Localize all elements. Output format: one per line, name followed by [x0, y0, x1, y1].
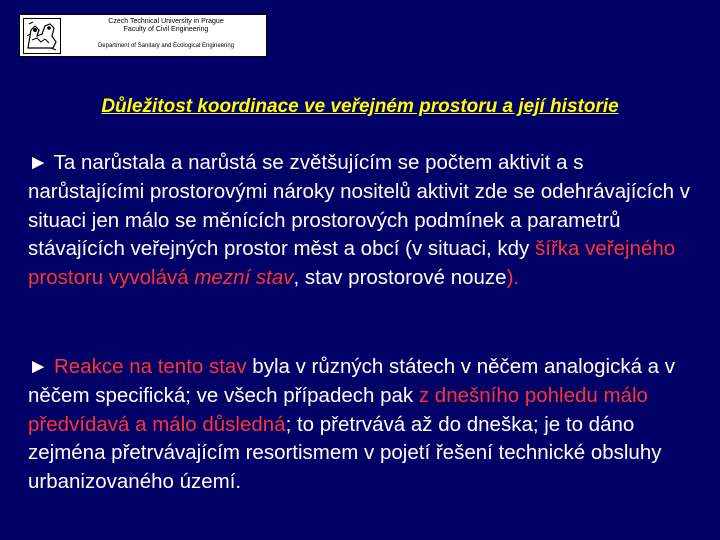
- ctu-logo-icon: [23, 18, 61, 54]
- university-name: Czech Technical University in Prague: [108, 18, 224, 25]
- paragraph-2-highlight: Reakce na tento stav: [54, 355, 247, 378]
- paragraph-2: [28, 353, 704, 497]
- paragraph-2-text: byla v různých státech v něčem analogická a v něčem specifická; ve všech případech pak: [28, 355, 676, 407]
- paragraph-1-text-2: , stav prostorové nouze: [293, 266, 507, 290]
- bullet-arrow-icon: ►: [28, 355, 49, 378]
- department-name: Department of Sanitary and Ecological Engineering: [97, 43, 235, 49]
- paragraph-1-highlight: šířka veřejného prostoru vyvolává: [28, 237, 676, 290]
- paragraph-2-text-2: ; to přetrvává až do dneška; je to dáno zejména přetrvávajícím resortismem v pojetí řešení technické obsluhy urbanizovaného území.: [28, 412, 662, 494]
- slide-title: Důležitost koordinace ve veřejném prostoru a její historie: [101, 96, 619, 117]
- header-banner: [19, 14, 267, 57]
- paragraph-1-text: Ta narůstala a narůstá se zvětšujícím se počtem aktivit a s narůstajícími prostorovými nároky nositelů aktivit zde se odehrávajících v situaci jen málo se měnících prostorových podmínek a parametrů stávajících veřejných prostor měst a obcí (v situaci, kdy: [28, 151, 690, 261]
- bullet-arrow-icon: ►: [28, 151, 49, 174]
- faculty-name: Faculty of Civil Engineering: [123, 26, 209, 33]
- paragraph-1: [28, 149, 704, 293]
- paragraph-2-highlight-2: z dnešního pohledu málo předvídavá a málo důsledná: [28, 383, 648, 436]
- paragraph-1-closing-paren: ).: [506, 266, 520, 290]
- paragraph-1-highlight-italic: mezní stav: [194, 266, 294, 290]
